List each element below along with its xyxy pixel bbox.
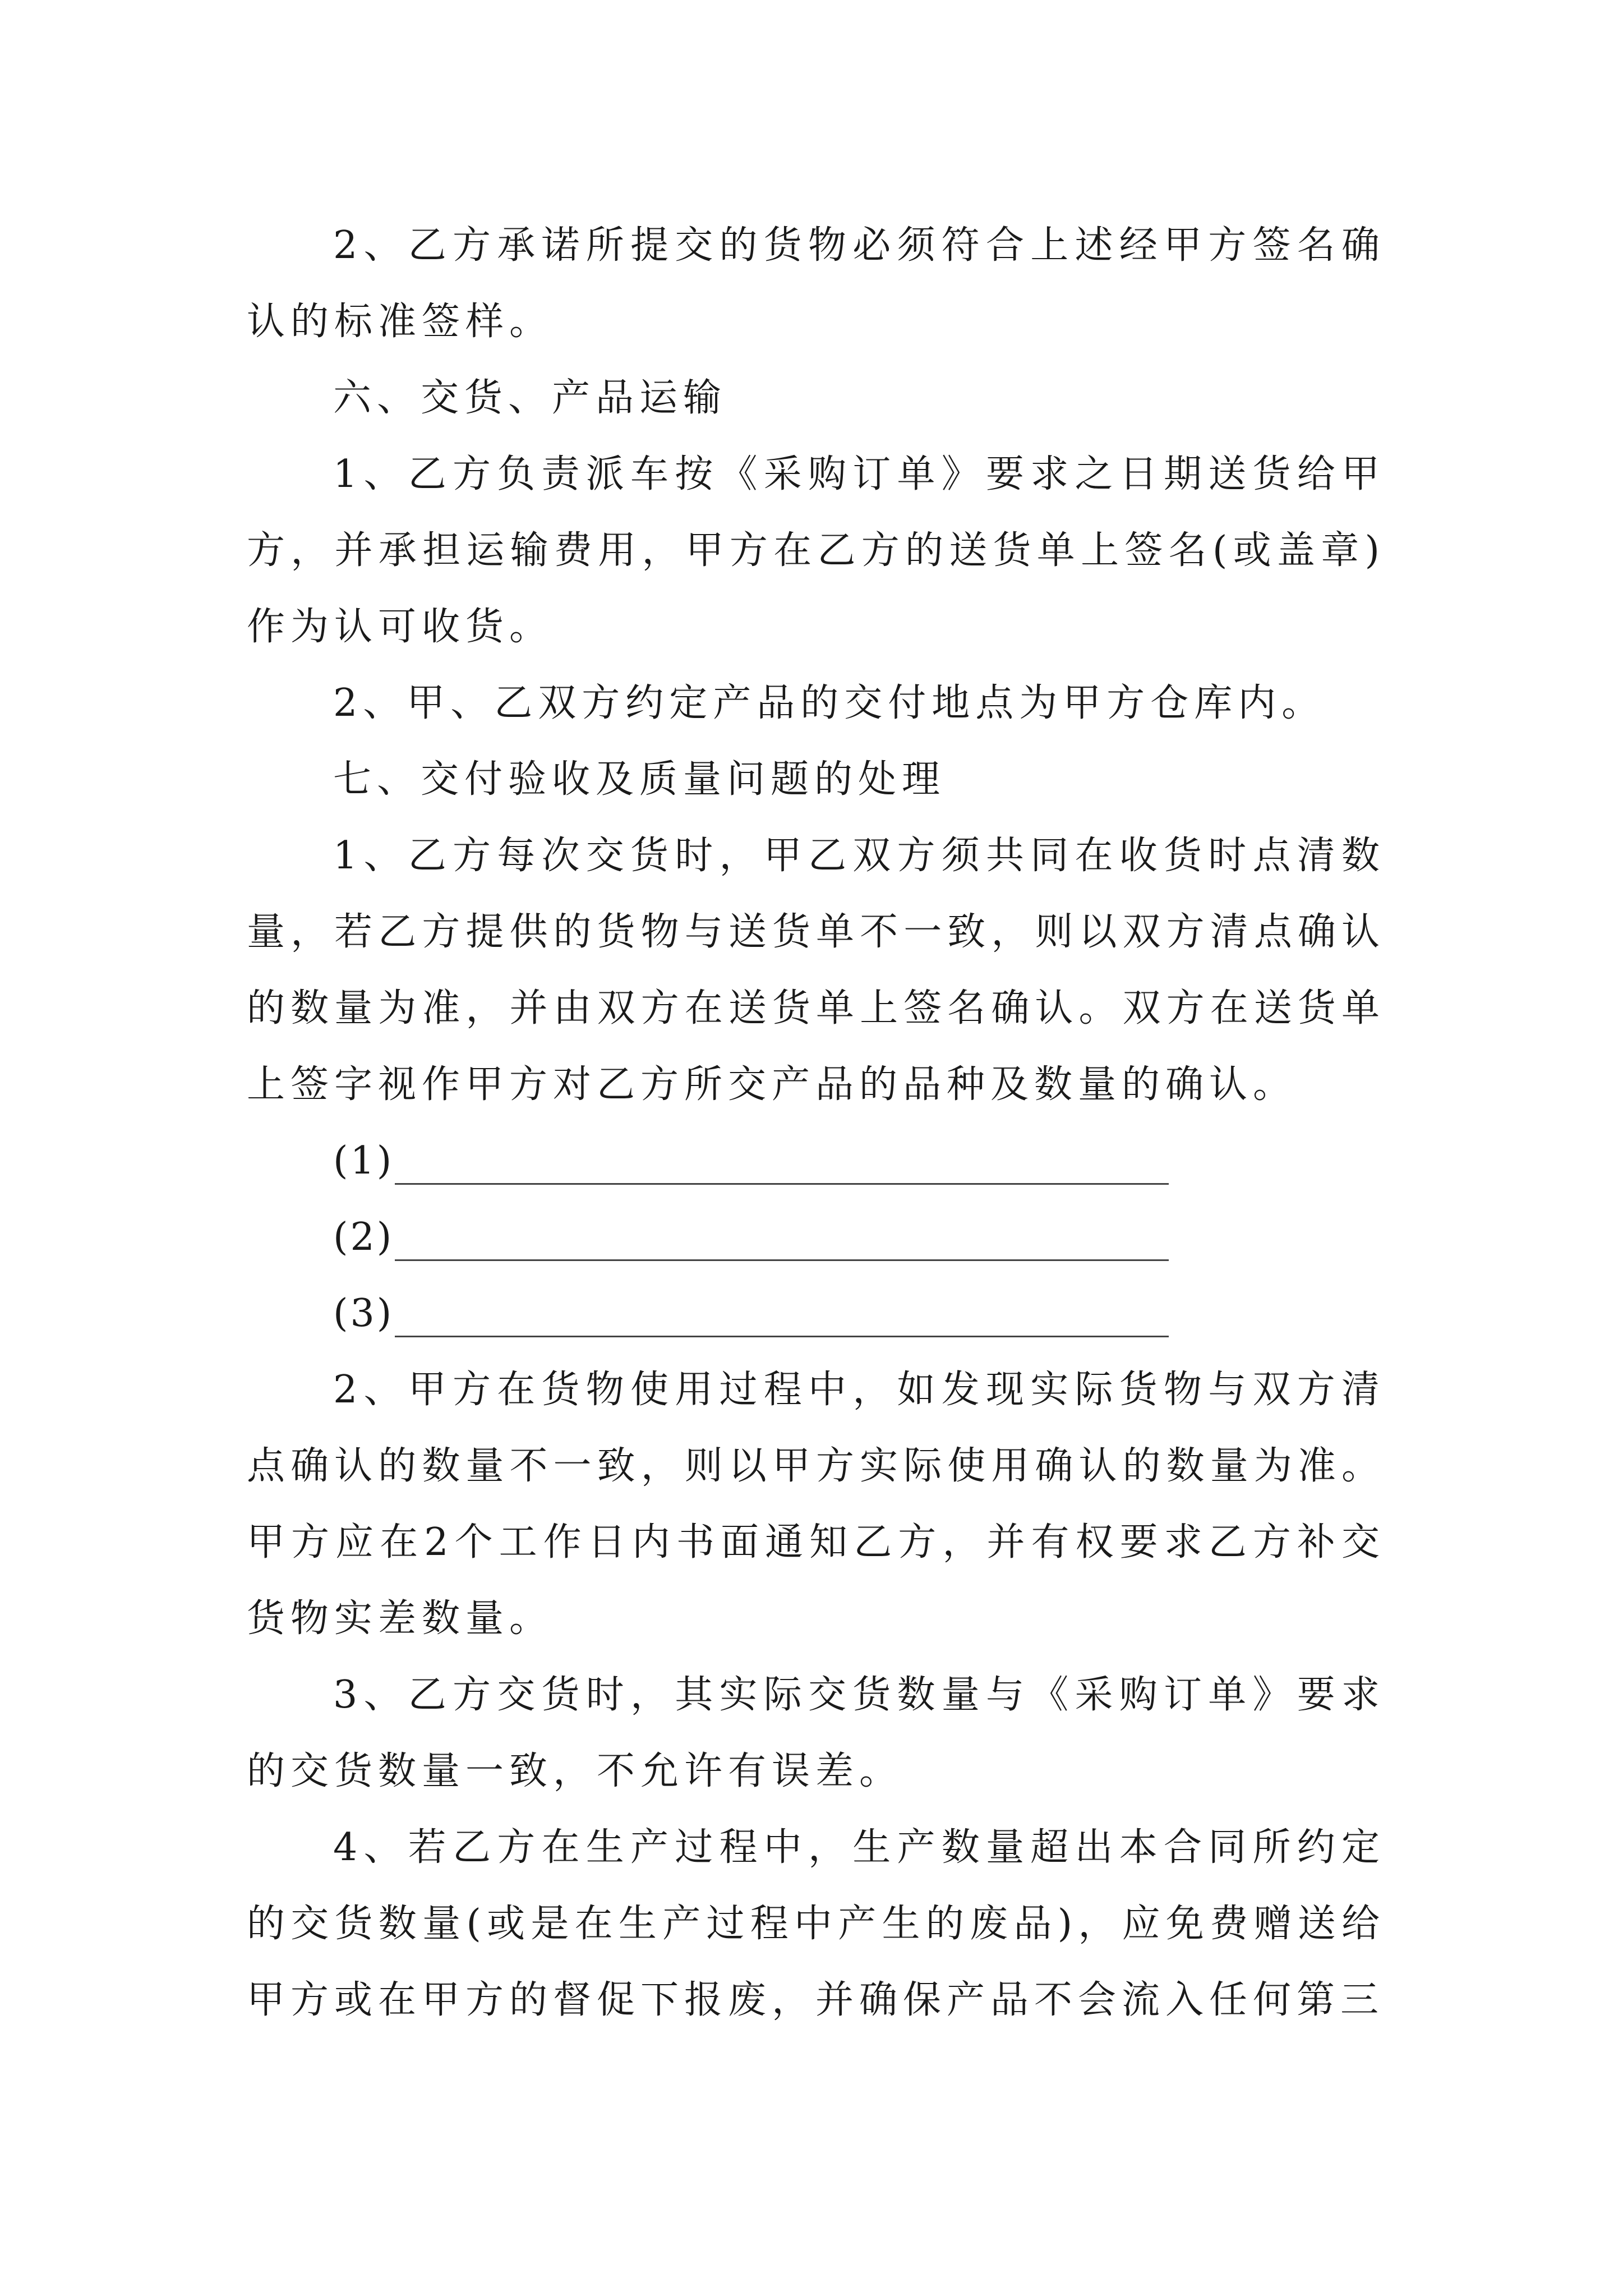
fill-in-underline xyxy=(395,1183,1169,1185)
clause-7-4: 4、若乙方在生产过程中，生产数量超出本合同所约定的交货数量(或是在生产过程中产生的废品)，应免费赠送给甲方或在甲方的督促下报废，并确保产品不会流入任何第三 xyxy=(247,1825,1385,2022)
section-7-heading: 七、交付验收及质量问题的处理 xyxy=(333,757,946,802)
clause-7-2: 2、甲方在货物使用过程中，如发现实际货物与双方清点确认的数量不一致，则以甲方实际使用确认的数量为准。甲方应在2个工作日内书面通知乙方，并有权要求乙方补交货物实差数量。 xyxy=(247,1368,1385,1641)
fill-in-underline xyxy=(395,1336,1169,1337)
clause-5-2: 2、乙方承诺所提交的货物必须符合上述经甲方签名确认的标准签样。 xyxy=(247,223,1385,344)
fill-in-line-1 xyxy=(247,1123,1385,1199)
clause-7-1: 1、乙方每次交货时，甲乙双方须共同在收货时点清数量，若乙方提供的货物与送货单不一致，则以双方清点确认的数量为准，并由双方在送货单上签名确认。双方在送货单上签字视作甲方对乙方所交产品的品种及数量的确认。 xyxy=(247,834,1385,1107)
fill-in-underline xyxy=(395,1259,1169,1261)
fill-in-number: (1) xyxy=(333,1139,394,1183)
section-6-heading: 六、交货、产品运输 xyxy=(333,376,727,420)
fill-in-number: (3) xyxy=(333,1291,394,1336)
document-body xyxy=(247,208,1385,2039)
fill-in-number: (2) xyxy=(333,1215,394,1259)
clause-7-3: 3、乙方交货时，其实际交货数量与《采购订单》要求的交货数量一致，不允许有误差。 xyxy=(247,1673,1385,1793)
clause-6-1: 1、乙方负责派车按《采购订单》要求之日期送货给甲方，并承担运输费用，甲方在乙方的送货单上签名(或盖章)作为认可收货。 xyxy=(247,452,1385,649)
clause-6-2: 2、甲、乙双方约定产品的交付地点为甲方仓库内。 xyxy=(333,681,1326,725)
fill-in-line-3 xyxy=(247,1276,1385,1352)
fill-in-line-2 xyxy=(247,1199,1385,1276)
